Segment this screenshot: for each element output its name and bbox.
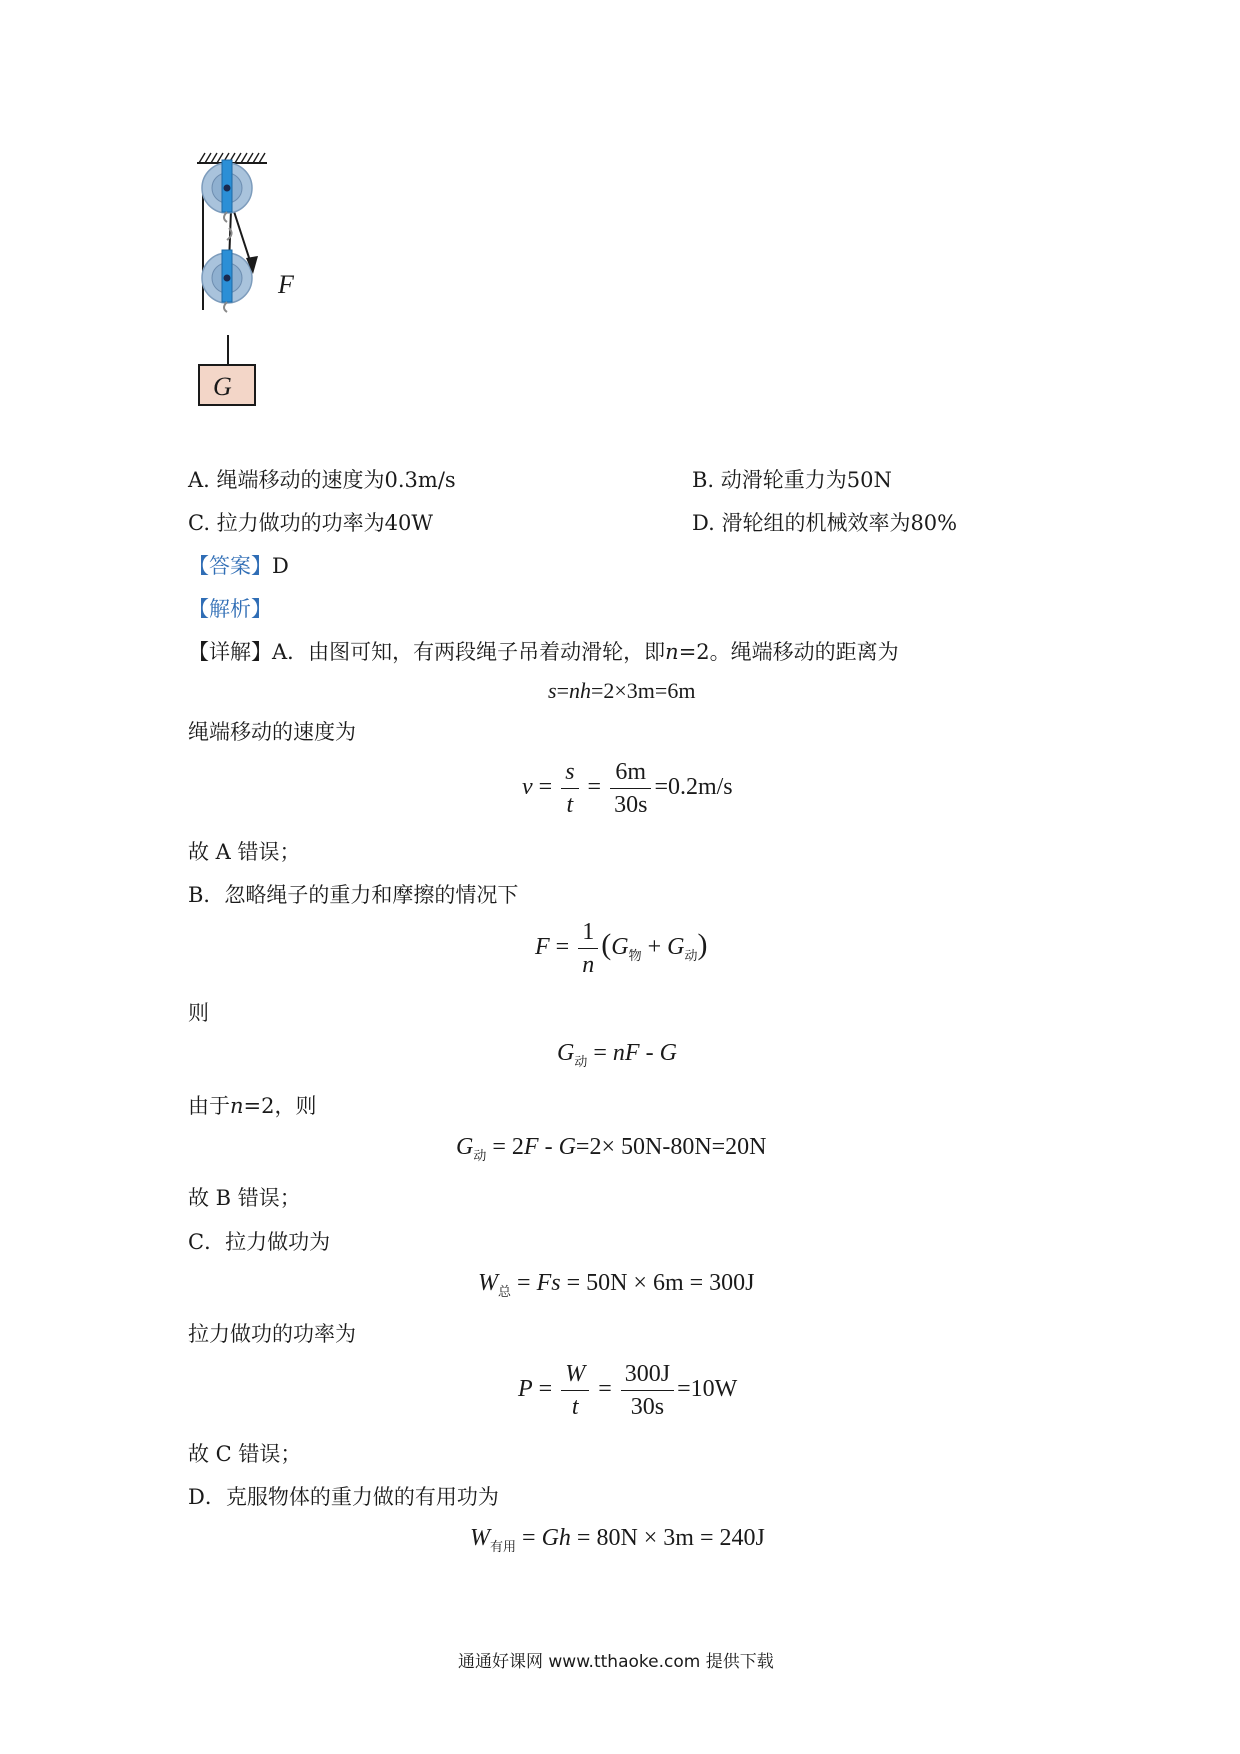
equation-distance: s=nh=2×3m=6m [548, 678, 696, 703]
detail-d-intro: D．克服物体的重力做的有用功为 [188, 1485, 499, 1509]
footer-source: 通通好课网 www.tthaoke.com 提供下载 [458, 1652, 774, 1672]
equation-work: $W_总 = Fs = 50N \times 6m = 300J$ [478, 1270, 755, 1300]
analysis-label: 【解析】 [188, 597, 272, 621]
equation-useful-work: $W_{有用} = Gh = 80N \times 3m = 240J$ [470, 1525, 765, 1555]
equation-pulley-weight-value: $G_动 = 2F - G=2\times 50N-80N=20N$ [456, 1134, 767, 1164]
fixed-pulley [202, 160, 252, 222]
option-d: D. 滑轮组的机械效率为80% [692, 511, 958, 535]
equation-force: F = $\frac{1}{n}$ $(G_物 + G_动)$ [535, 919, 708, 978]
detail-b-intro: B．忽略绳子的重力和摩擦的情况下 [188, 883, 519, 907]
option-c: C. 拉力做功的功率为40W [188, 511, 433, 535]
detail-a-conclusion: 故 A 错误； [188, 840, 301, 864]
load-label: G [213, 372, 232, 401]
option-b: B. 动滑轮重力为50N [692, 468, 892, 492]
detail-c-intro: C．拉力做功为 [188, 1230, 331, 1254]
equation-pulley-weight: $G_动$ = nF - G [557, 1040, 677, 1070]
movable-pulley [202, 228, 252, 312]
detail-c-power-text: 拉力做功的功率为 [188, 1322, 356, 1346]
equation-power: P = $\frac{W}{t}$ = $\frac{300J}{30s}$ =10W [518, 1361, 738, 1420]
equation-speed: v = $\frac{s}{t}$ = $\frac{6m}{30s}$ =0.2m/s [522, 759, 733, 818]
answer-label: 【答案】 [188, 554, 272, 578]
detail-c-conclusion: 故 C 错误； [188, 1442, 302, 1466]
answer-value: D [272, 554, 289, 578]
detail-a-intro: 【详解】A．由图可知，有两段绳子吊着动滑轮，即n=2。绳端移动的距离为 [188, 640, 899, 664]
option-a: A. 绳端移动的速度为0.3m/s [188, 468, 456, 492]
detail-label: 【详解】 [188, 640, 272, 664]
detail-b-conclusion: 故 B 错误； [188, 1186, 301, 1210]
answer-line [188, 552, 289, 580]
detail-a-speed-text: 绳端移动的速度为 [188, 720, 356, 744]
detail-then: 则 [188, 1001, 209, 1025]
pulley-figure [185, 150, 325, 420]
force-label: F [278, 270, 294, 299]
detail-since: 由于n=2，则 [188, 1094, 317, 1118]
